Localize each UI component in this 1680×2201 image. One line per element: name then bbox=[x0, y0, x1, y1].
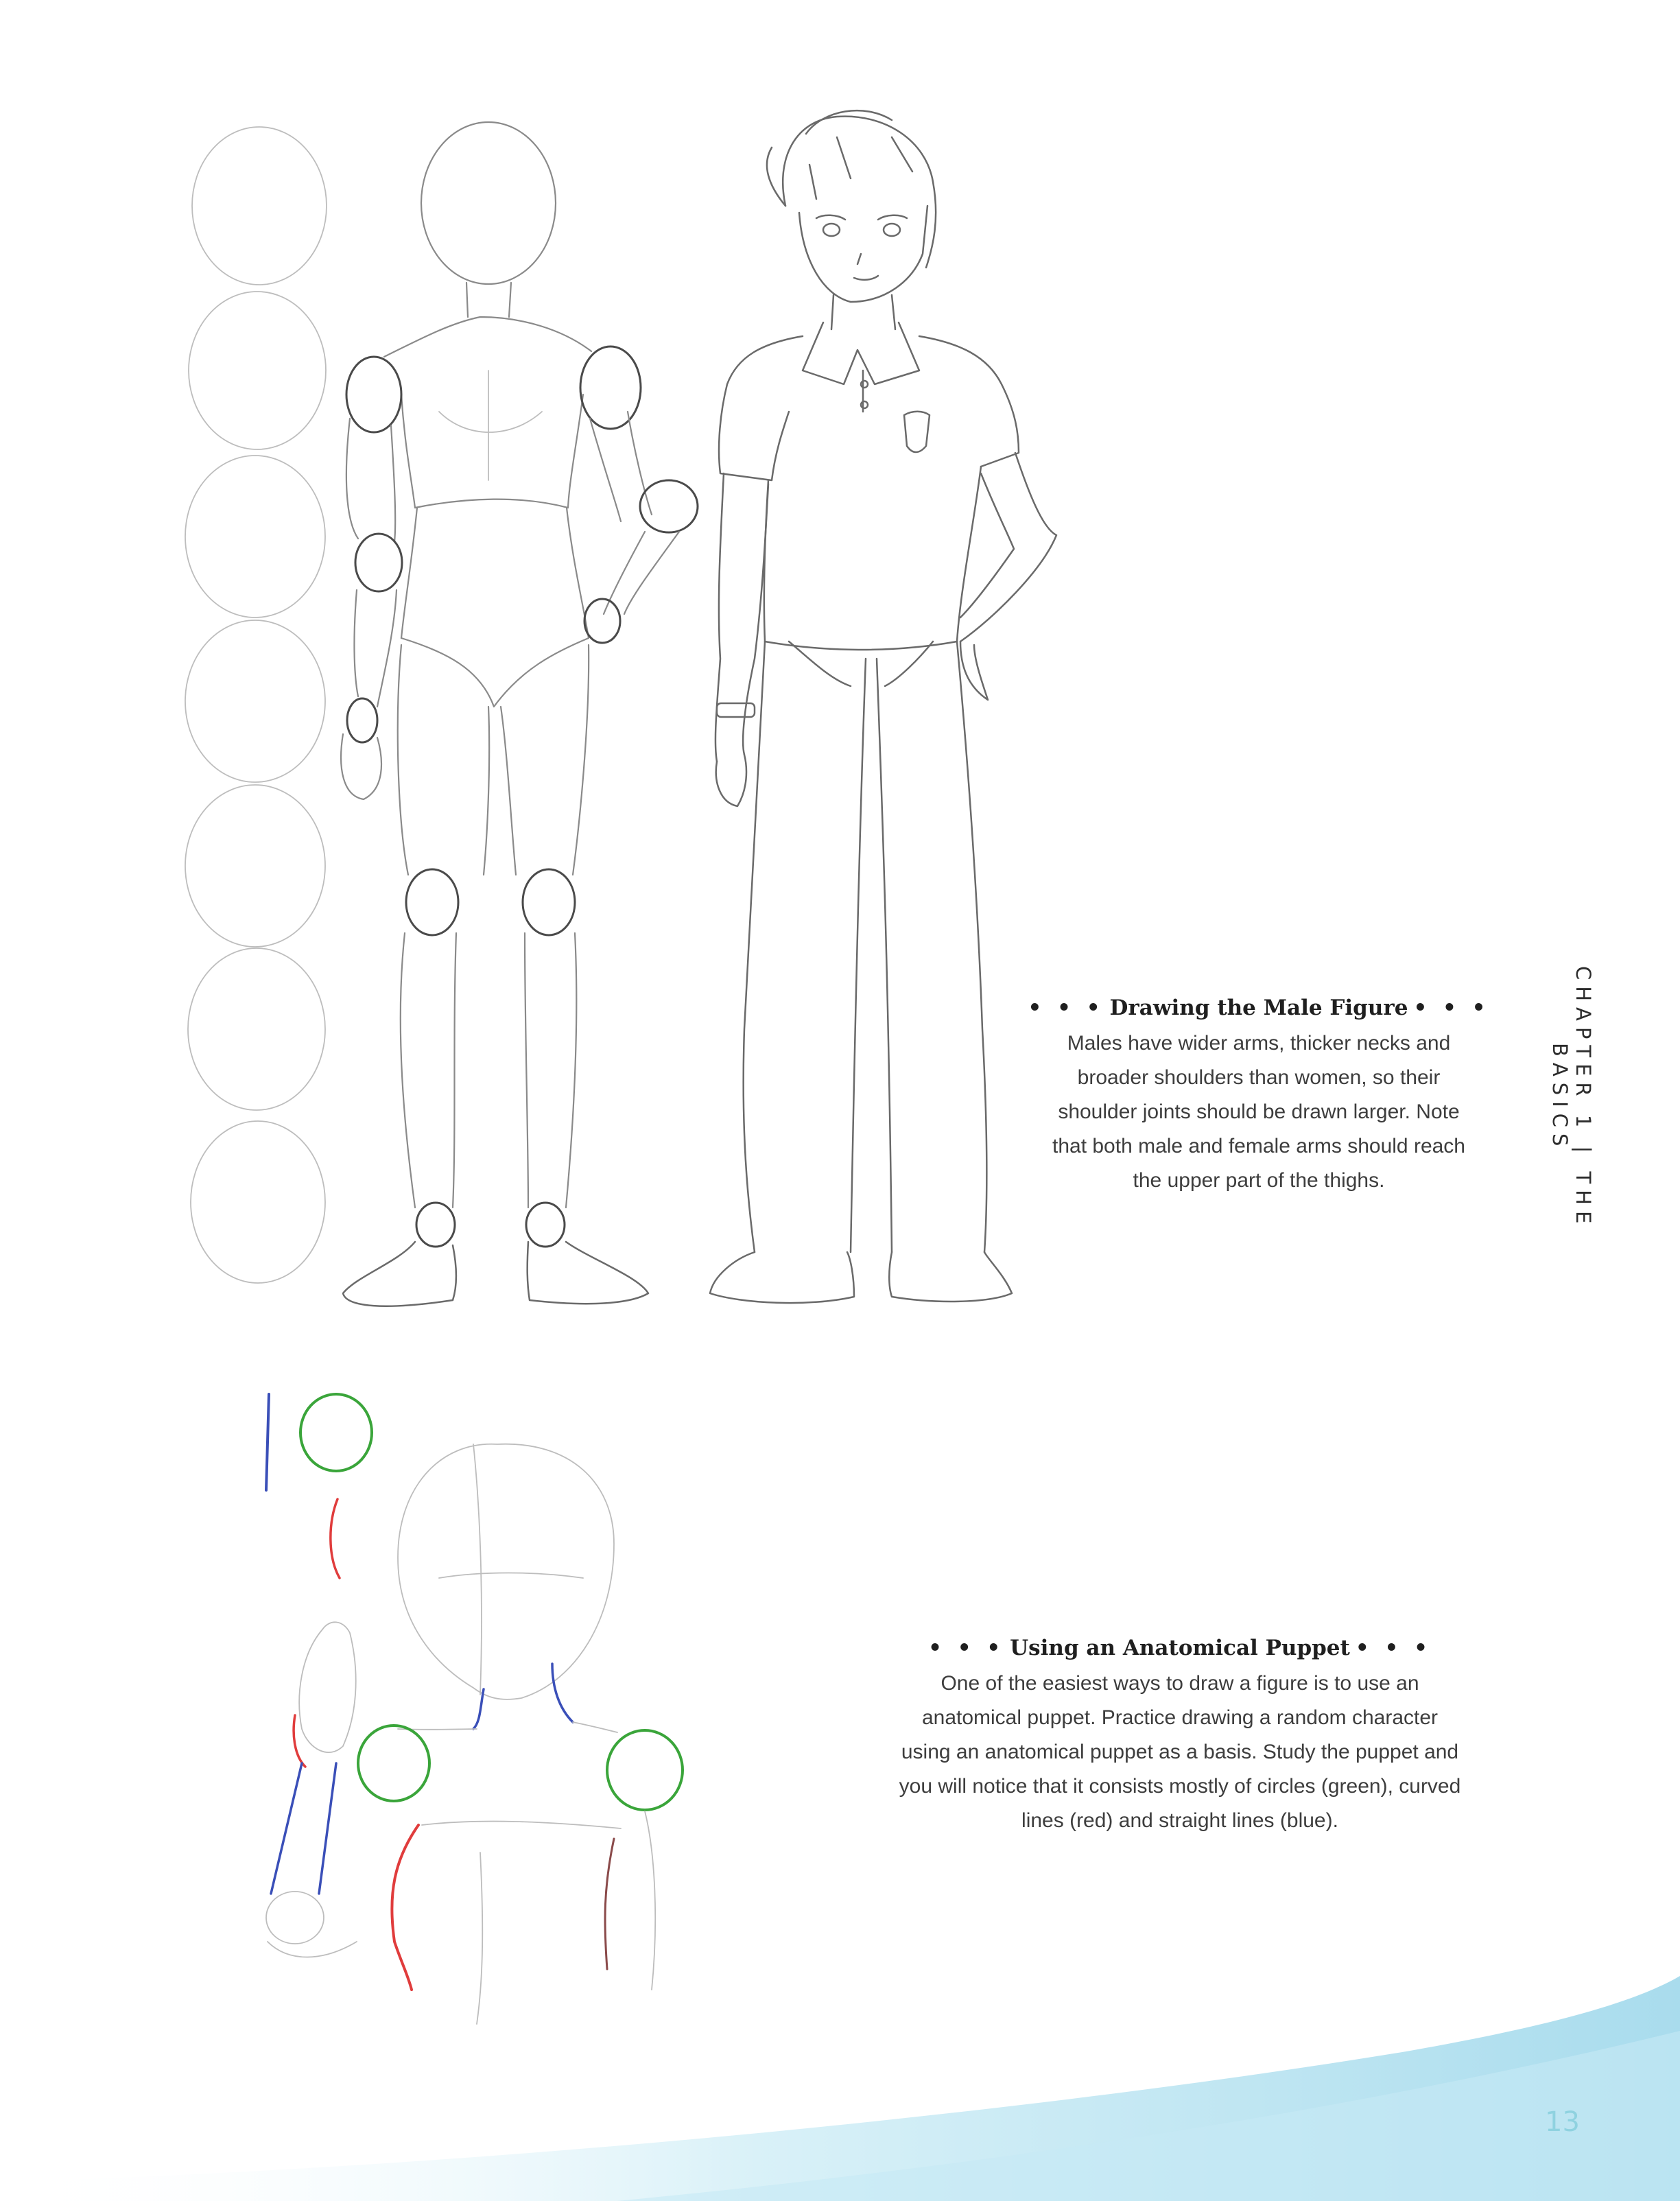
anatomical-puppet-heading bbox=[823, 1629, 1537, 1667]
head-unit-column bbox=[185, 127, 327, 1283]
caption-line: that both male and female arms should reach bbox=[1052, 1135, 1465, 1157]
caption-line: you will notice that it consists mostly of circles (green), curved bbox=[899, 1775, 1461, 1798]
example-circle bbox=[300, 1394, 372, 1471]
example-straight-line bbox=[266, 1394, 269, 1490]
caption-line: the upper part of the thighs. bbox=[1133, 1169, 1385, 1192]
male-figure-caption bbox=[988, 989, 1530, 1198]
example-curved-line bbox=[331, 1499, 340, 1578]
caption-line: anatomical puppet. Practice drawing a random character bbox=[921, 1706, 1439, 1729]
male-figure-heading-text: Drawing the Male Figure bbox=[1109, 996, 1408, 1020]
caption-line: shoulder joints should be drawn larger. Note bbox=[1058, 1100, 1460, 1123]
heading-dots-right: • • • bbox=[1355, 1636, 1432, 1660]
caption-line: One of the easiest ways to draw a figure is to use an bbox=[940, 1672, 1419, 1695]
chapter-tab: CHAPTER 1 | THE BASICS bbox=[1548, 965, 1595, 1230]
caption-line: broader shoulders than women, so their bbox=[1077, 1066, 1441, 1089]
mannequin-figure bbox=[341, 122, 698, 1306]
male-figure-heading bbox=[988, 989, 1530, 1026]
heading-dots-left: • • • bbox=[1028, 996, 1104, 1020]
heading-dots-right: • • • bbox=[1413, 996, 1490, 1020]
anatomical-puppet-drawing bbox=[266, 1394, 683, 2024]
caption-line: lines (red) and straight lines (blue). bbox=[1021, 1809, 1338, 1832]
anatomical-puppet-heading-text: Using an Anatomical Puppet bbox=[1010, 1636, 1350, 1660]
anatomical-puppet-caption bbox=[823, 1629, 1537, 1838]
page-number: 13 bbox=[1545, 2106, 1580, 2138]
caption-line: using an anatomical puppet as a basis. Study the puppet and bbox=[901, 1741, 1459, 1763]
heading-dots-left: • • • bbox=[928, 1636, 1005, 1660]
caption-line: Males have wider arms, thicker necks and bbox=[1067, 1032, 1451, 1055]
